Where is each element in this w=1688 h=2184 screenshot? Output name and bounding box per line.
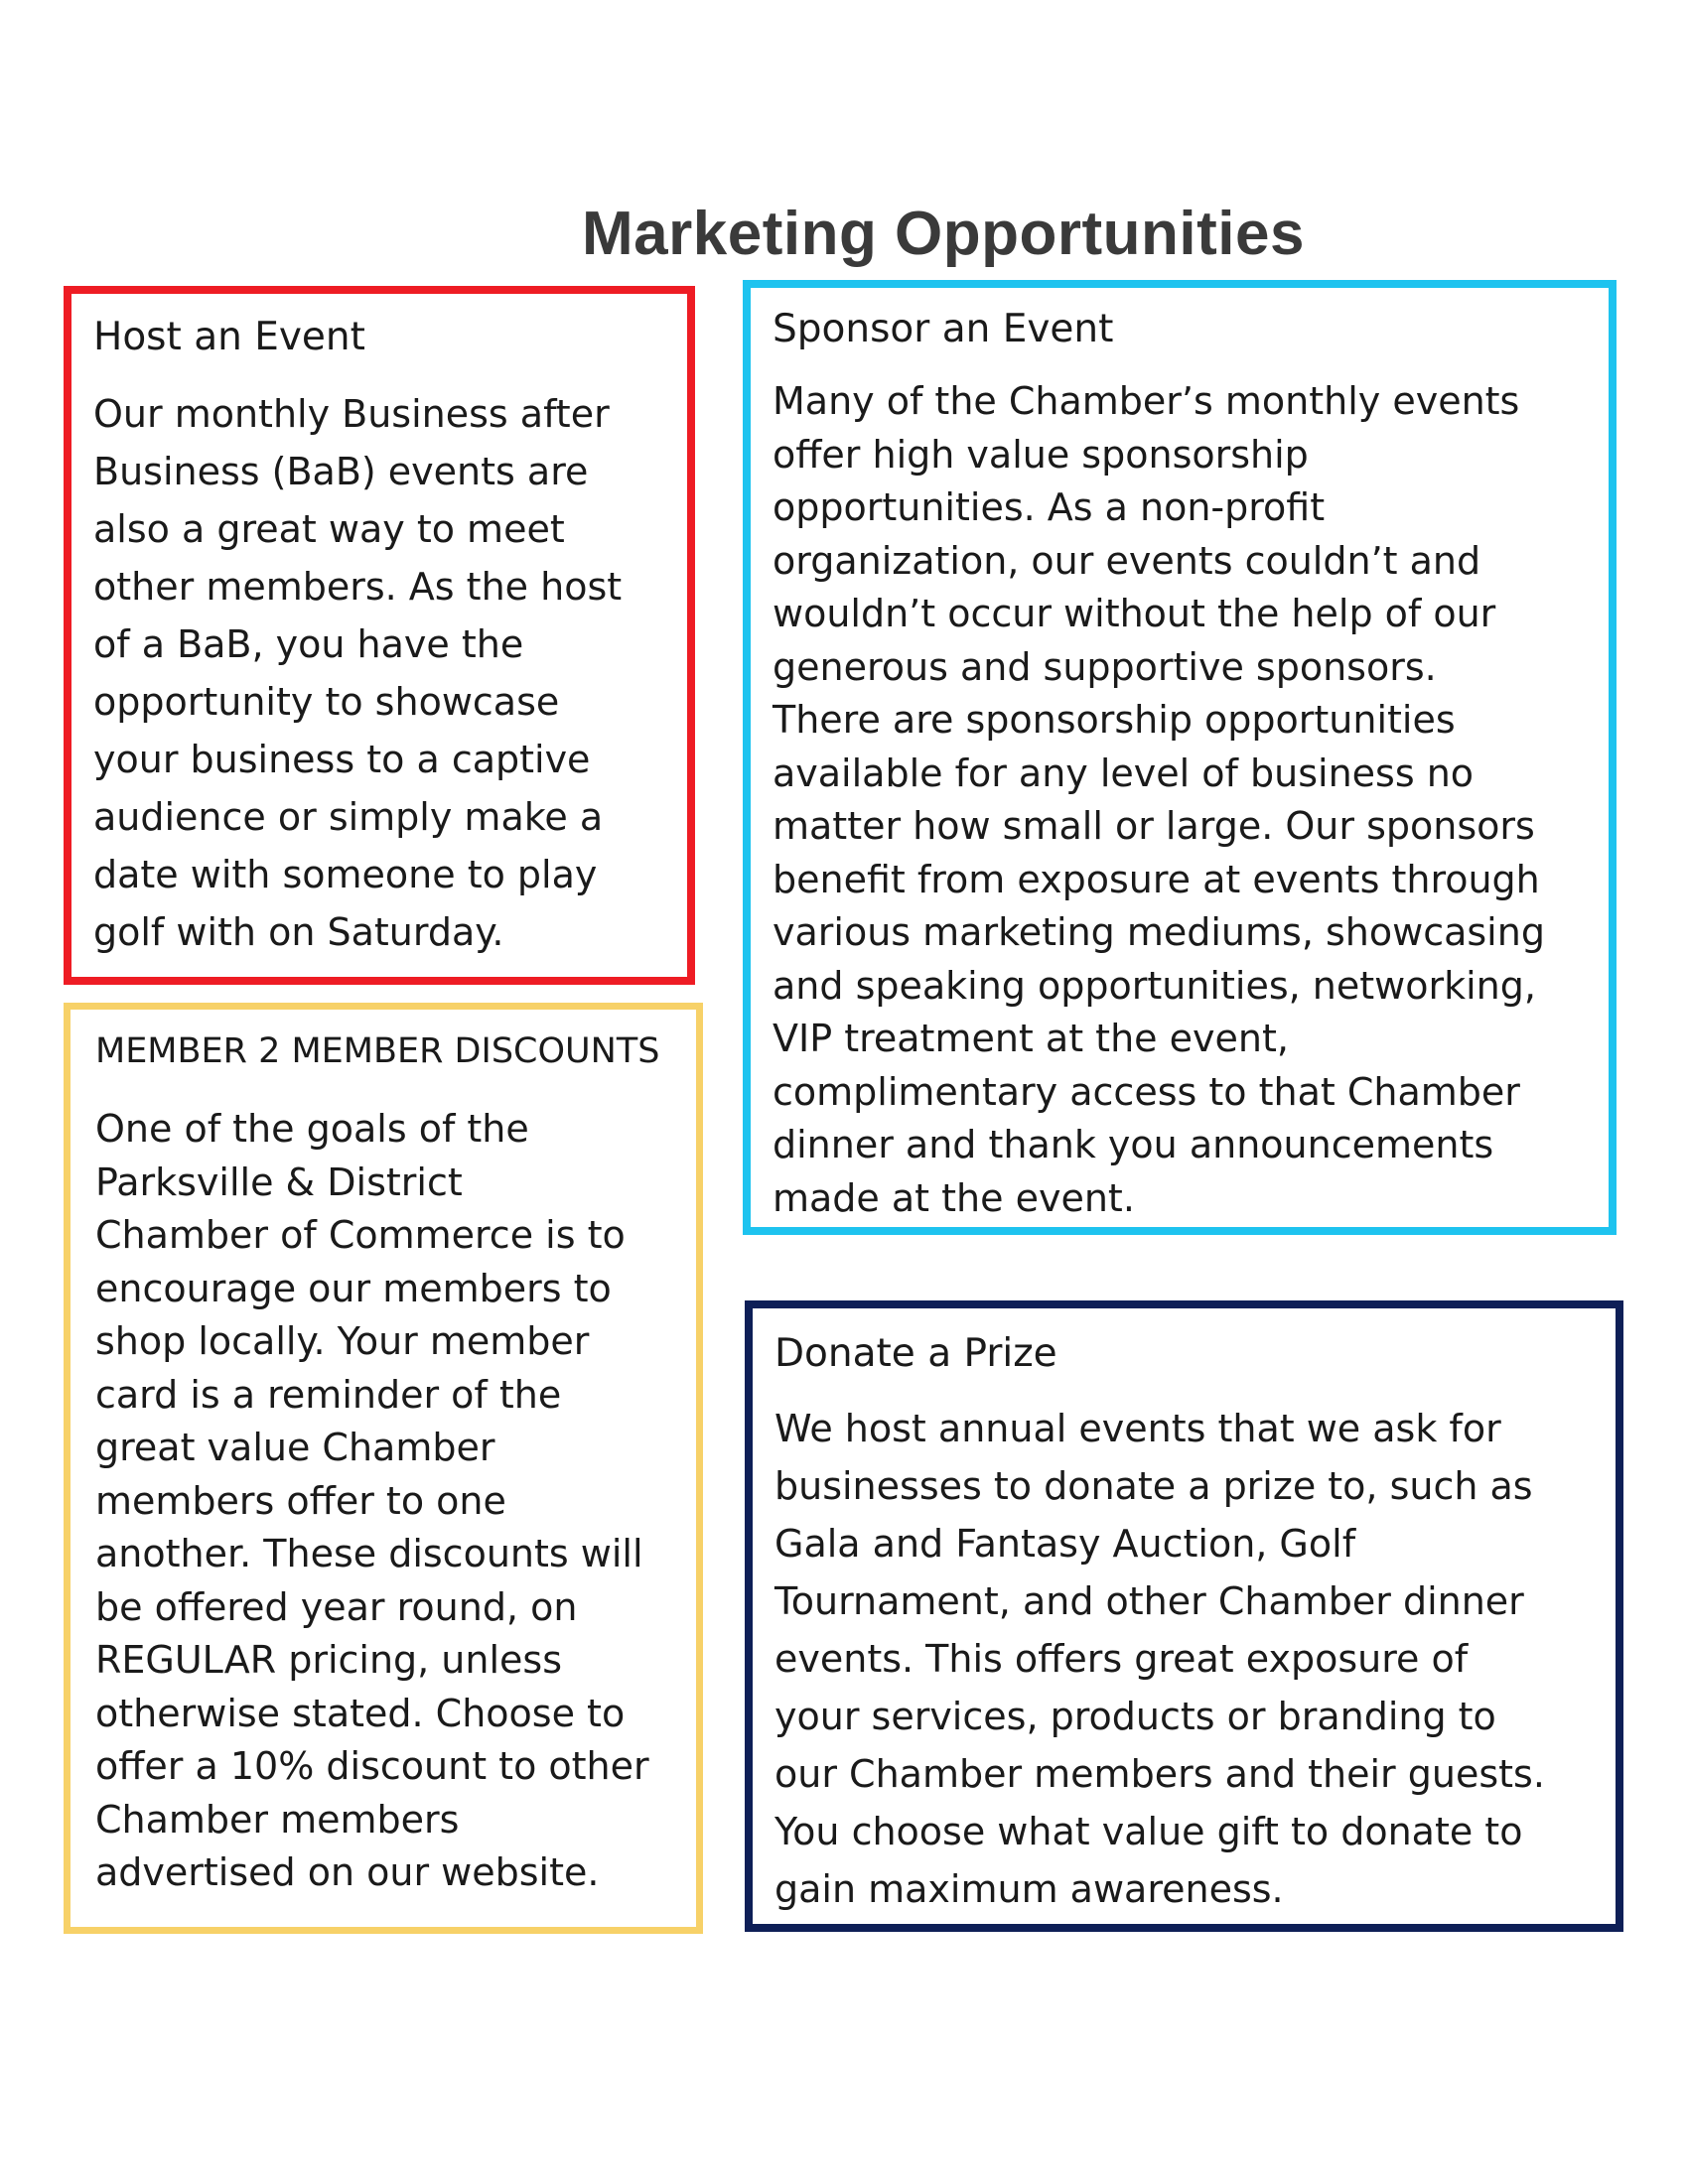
text-line: You choose what value gift to donate to <box>774 1810 1523 1853</box>
text-line: matter how small or large. Our sponsors <box>773 804 1535 848</box>
text-line: opportunities. As a non-profit <box>773 485 1326 529</box>
text-line: golf with on Saturday. <box>93 910 504 954</box>
donate-prize-box <box>745 1300 1623 1932</box>
text-line: VIP treatment at the event, <box>773 1017 1289 1060</box>
sponsor-event-box <box>743 280 1617 1235</box>
text-line: shop locally. Your member <box>95 1319 590 1363</box>
text-line: also a great way to meet <box>93 507 565 551</box>
text-line: Business (BaB) events are <box>93 450 589 493</box>
text-line: otherwise stated. Choose to <box>95 1691 626 1735</box>
text-line: organization, our events couldn’t and <box>773 538 1481 583</box>
text-line: Chamber members <box>95 1797 460 1842</box>
text-line: Tournament, and other Chamber dinner <box>774 1579 1524 1623</box>
text-line: your business to a captive <box>93 738 591 781</box>
text-line: Chamber of Commerce is to <box>95 1213 626 1257</box>
text-line: offer a 10% discount to other <box>95 1744 649 1788</box>
text-line: There are sponsorship opportunities <box>773 698 1456 742</box>
text-line: wouldn’t occur without the help of our <box>773 592 1496 635</box>
text-line: generous and supportive sponsors. <box>773 644 1437 689</box>
text-line: audience or simply make a <box>93 795 604 839</box>
text-line: events. This offers great exposure of <box>774 1637 1469 1681</box>
text-line: opportunity to showcase <box>93 680 560 724</box>
text-line: Our monthly Business after <box>93 392 610 436</box>
page-title: Marketing Opportunities <box>582 200 1305 268</box>
member-discounts-box <box>64 1003 703 1934</box>
text-line: One of the goals of the <box>95 1107 529 1151</box>
text-line: your services, products or branding to <box>774 1695 1496 1738</box>
text-line: Many of the Chamber’s monthly events <box>773 379 1520 423</box>
text-line: other members. As the host <box>93 565 623 609</box>
text-line: encourage our members to <box>95 1266 612 1310</box>
text-line: gain maximum awareness. <box>774 1867 1284 1911</box>
text-line: great value Chamber <box>95 1426 495 1469</box>
text-line: another. These discounts will <box>95 1532 643 1575</box>
member-discounts-text <box>95 1103 680 1900</box>
donate-prize-heading: Donate a Prize <box>774 1331 1057 1376</box>
text-line: benefit from exposure at events through <box>773 857 1540 901</box>
text-line: of a BaB, you have the <box>93 622 524 666</box>
text-line: advertised on our website. <box>95 1850 600 1894</box>
sponsor-event-text <box>773 375 1587 1225</box>
text-line: members offer to one <box>95 1478 506 1523</box>
sponsor-event-heading: Sponsor an Event <box>773 307 1114 351</box>
text-line: offer high value sponsorship <box>773 432 1309 477</box>
text-line: date with someone to play <box>93 853 598 896</box>
text-line: businesses to donate a prize to, such as <box>774 1464 1533 1508</box>
text-line: We host annual events that we ask for <box>774 1407 1501 1450</box>
text-line: Gala and Fantasy Auction, Golf <box>774 1522 1356 1566</box>
text-line: available for any level of business no <box>773 751 1475 795</box>
host-event-box <box>64 286 695 985</box>
text-line: and speaking opportunities, networking, <box>773 963 1536 1008</box>
text-line: REGULAR pricing, unless <box>95 1638 563 1682</box>
text-line: various marketing mediums, showcasing <box>773 910 1545 954</box>
host-event-text <box>93 385 663 961</box>
text-line: our Chamber members and their guests. <box>774 1752 1545 1796</box>
host-event-heading: Host an Event <box>93 315 365 359</box>
donate-prize-text <box>774 1400 1594 1918</box>
member-discounts-heading: MEMBER 2 MEMBER DISCOUNTS <box>95 1031 660 1071</box>
text-line: card is a reminder of the <box>95 1372 562 1417</box>
text-line: dinner and thank you announcements <box>773 1123 1494 1166</box>
text-line: made at the event. <box>773 1175 1135 1220</box>
text-line: complimentary access to that Chamber <box>773 1069 1520 1114</box>
text-line: be offered year round, on <box>95 1584 578 1629</box>
text-line: Parksville & District <box>95 1160 463 1204</box>
